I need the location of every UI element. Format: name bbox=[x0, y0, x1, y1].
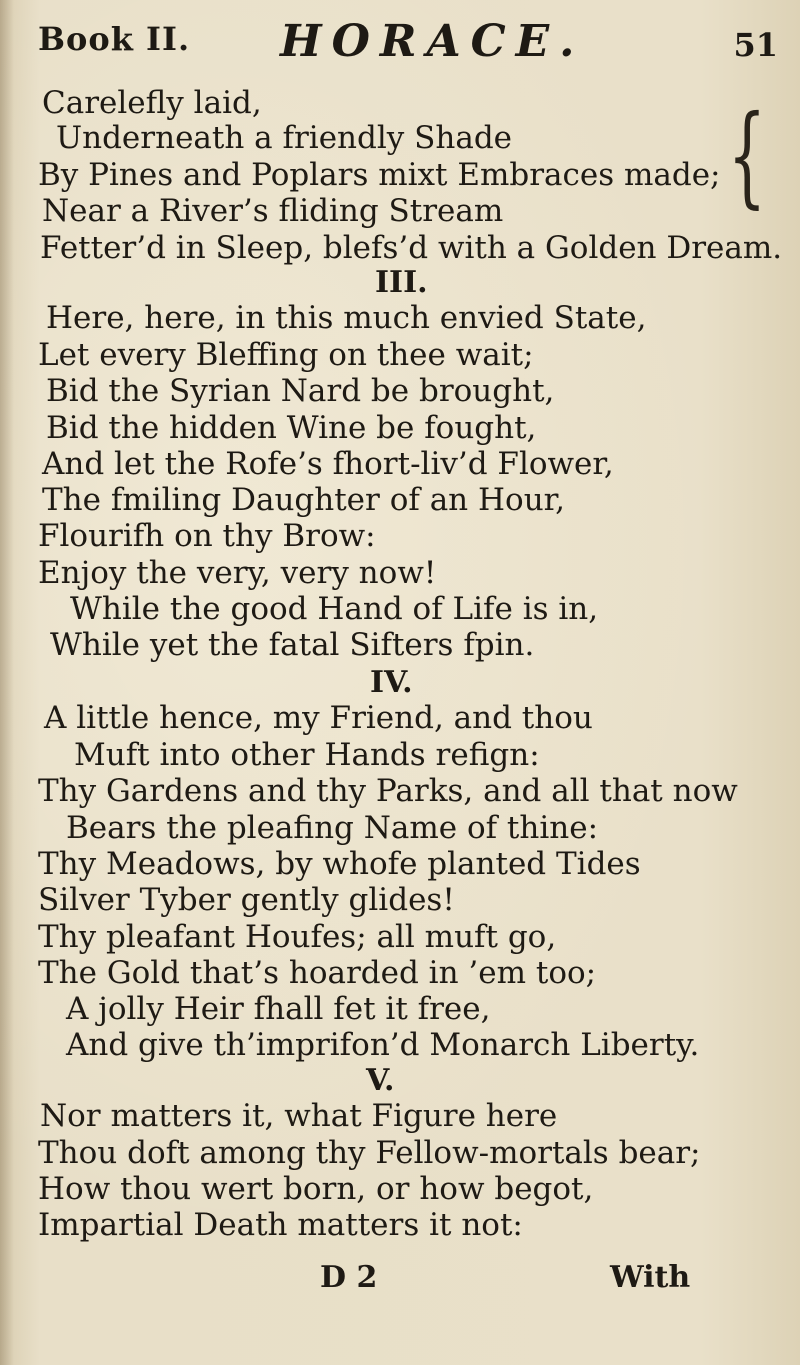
poem-line: And let the Rofe’s fhort-liv’d Flower, bbox=[42, 446, 614, 482]
poem-line: By Pines and Poplars mixt Embraces made; bbox=[38, 157, 721, 193]
signature-mark: D 2 bbox=[320, 1260, 378, 1295]
page-header bbox=[38, 14, 778, 74]
poem-line: Bears the pleafing Name of thine: bbox=[66, 810, 599, 846]
binding-shadow bbox=[0, 0, 14, 1365]
poem-line: Bid the Syrian Nard be brought, bbox=[46, 373, 555, 409]
poem-line: Thy pleafant Houfes; all muft go, bbox=[38, 919, 557, 955]
stanza-number: V. bbox=[366, 1063, 395, 1098]
poem-line: Carelefly laid, bbox=[42, 85, 262, 121]
poem-line: While the good Hand of Life is in, bbox=[70, 591, 599, 627]
poem-line: Silver Tyber gently glides! bbox=[38, 882, 455, 918]
poem-line: The Gold that’s hoarded in ’em too; bbox=[38, 955, 597, 991]
poem-line: Underneath a friendly Shade bbox=[56, 120, 513, 156]
poem-line: Fetter’d in Sleep, blefs’d with a Golden Dream. bbox=[40, 230, 783, 266]
poem-line: Thy Meadows, by whofe planted Tides bbox=[38, 846, 641, 882]
stanza-number: IV. bbox=[370, 665, 413, 700]
poem-line: Enjoy the very, very now! bbox=[38, 555, 437, 591]
stanza-number: III. bbox=[375, 265, 428, 300]
poem-line: And give th’imprifon’d Monarch Liberty. bbox=[66, 1027, 700, 1063]
poem-line: Muft into other Hands refign: bbox=[74, 737, 540, 773]
poem-line: Thou doft among thy Fellow-mortals bear; bbox=[38, 1135, 701, 1171]
catchword: With bbox=[610, 1260, 691, 1295]
poem-line: Bid the hidden Wine be fought, bbox=[46, 410, 537, 446]
page-number: 51 bbox=[733, 26, 778, 64]
poem-line: A jolly Heir fhall fet it free, bbox=[66, 991, 491, 1027]
poem-line: The fmiling Daughter of an Hour, bbox=[42, 482, 565, 518]
poem-line: A little hence, my Friend, and thou bbox=[44, 700, 593, 736]
poem-line: Near a River’s fliding Stream bbox=[42, 193, 504, 229]
poem-line: While yet the fatal Sifters fpin. bbox=[50, 627, 535, 663]
poem-line: Let every Bleffing on thee wait; bbox=[38, 337, 534, 373]
poem-line: How thou wert born, or how begot, bbox=[38, 1171, 594, 1207]
poem-line: Impartial Death matters it not: bbox=[38, 1207, 523, 1243]
poem-line: Flourifh on thy Brow: bbox=[38, 518, 376, 554]
poem-line: Thy Gardens and thy Parks, and all that now bbox=[38, 773, 738, 809]
poem-line: Here, here, in this much envied State, bbox=[46, 300, 647, 336]
triplet-brace: { bbox=[727, 91, 767, 219]
book-number: Book II. bbox=[38, 20, 191, 58]
poem-line: Nor matters it, what Figure here bbox=[40, 1098, 558, 1134]
running-title: HORACE. bbox=[280, 16, 585, 67]
